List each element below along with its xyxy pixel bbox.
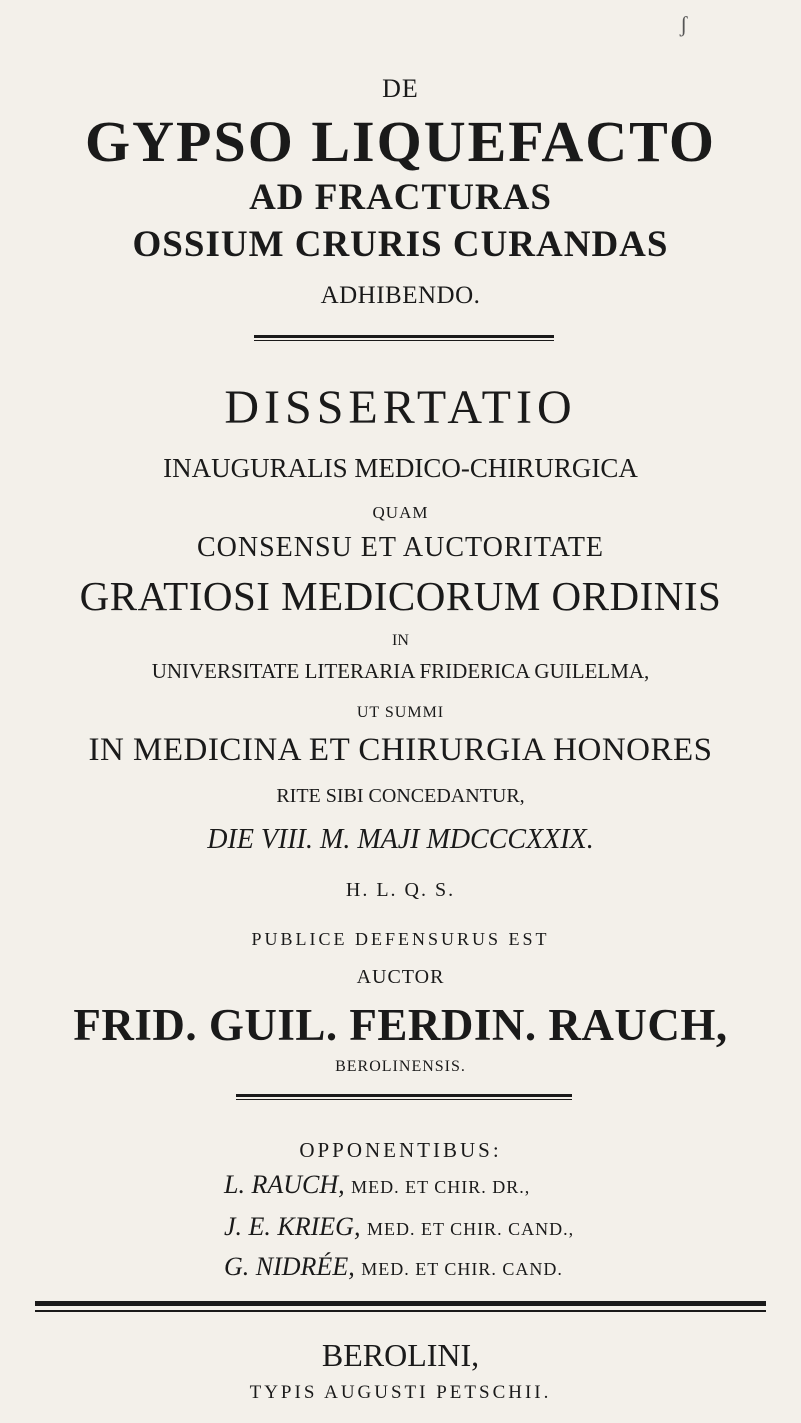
page-mark-icon: ʃ [680,12,688,37]
opponents-label: OPPONENTIBUS: [299,1138,502,1162]
divider-rule [236,1094,572,1097]
author-name: FRID. GUIL. FERDIN. RAUCH, [73,1000,728,1050]
imprint-city: BEROLINI, [321,1337,480,1373]
opponent-entry [224,1212,574,1242]
date-text: DIE VIII. M. MAJI MDCCCXXIX. [207,824,594,855]
ordinis-text: GRATIOSI MEDICORUM ORDINIS [79,573,722,619]
opponent-title: MED. ET CHIR. DR., [351,1177,531,1197]
rite-text: RITE SIBI CONCEDANTUR, [276,785,525,807]
dissertation-subheading: INAUGURALIS MEDICO-CHIRURGICA [163,453,638,483]
in-text: IN [392,632,409,649]
divider-rule-thick [35,1301,766,1306]
auctor-label: AUCTOR [356,966,445,988]
title-line-4: ADHIBENDO. [320,282,481,309]
honores-text: IN MEDICINA ET CHIRURGIA HONORES [88,732,713,768]
divider-rule-thin [35,1310,766,1312]
dissertation-heading: DISSERTATIO [224,381,577,434]
divider-rule [254,335,554,338]
title-line-3: OSSIUM CRURIS CURANDAS [132,224,669,265]
title-de: DE [382,74,419,103]
author-origin: BEROLINENSIS. [335,1058,466,1075]
hlqs-text: H. L. Q. S. [345,879,456,901]
title-main: GYPSO LIQUEFACTO [85,109,716,174]
divider-rule-thin [254,340,554,341]
university-text: UNIVERSITATE LITERARIA FRIDERICA GUILELMA, [151,659,650,683]
title-line-2: AD FRACTURAS [249,177,552,218]
publice-text: PUBLICE DEFENSURUS EST [251,929,550,949]
opponent-name: J. E. KRIEG, [224,1212,361,1241]
opponent-title: MED. ET CHIR. CAND., [366,1219,575,1239]
opponent-title: MED. ET CHIR. CAND. [361,1259,563,1279]
opponent-name: L. RAUCH, [224,1170,345,1199]
opponent-name: G. NIDRÉE, [224,1252,355,1281]
opponent-entry [224,1170,530,1200]
divider-rule-thin [236,1099,572,1100]
ut-summi-text: UT SUMMI [356,704,445,721]
opponent-entry [224,1252,563,1282]
imprint-printer: TYPIS AUGUSTI PETSCHII. [249,1382,552,1403]
consensu-text: CONSENSU ET AUCTORITATE [196,532,605,563]
quam-text: QUAM [372,503,429,522]
